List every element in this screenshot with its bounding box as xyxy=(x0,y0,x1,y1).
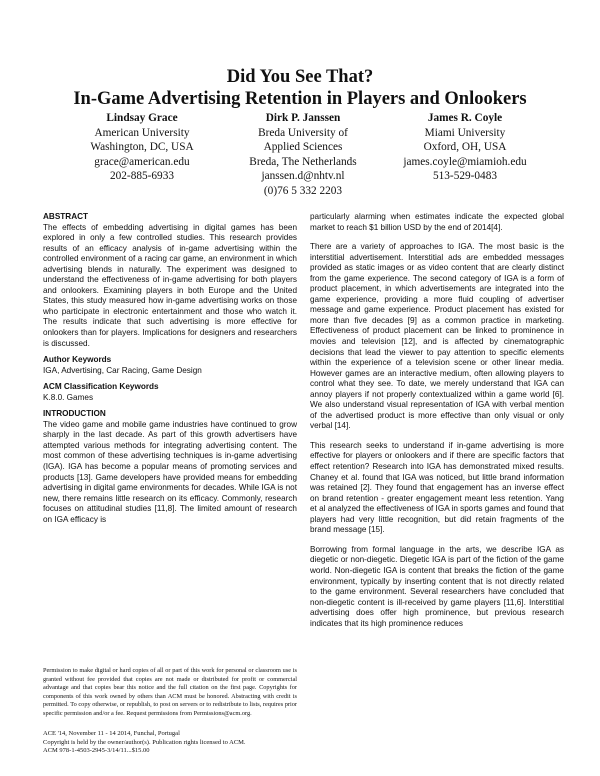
abstract-text: The effects of embedding advertising in digital games has been explored in only a few controlled studies. This research provides results of an efficacy analysis of in-game advertising within the controlled environment of a racing car game, an environment in which advertising blends in naturally. The experiment was designed to understand the effectiveness of in-game advertising for both players and onlookers. Examining players in both Europe and the United States, this study measured how in-game advertising works on those who participate in electronic entertainment and those who watch it. The results indicate that such advertising is more effective for onlookers than for players. Implications for designers and researchers is discussed. xyxy=(43,222,297,348)
author-affiliation: American University xyxy=(94,126,190,139)
paper-subtitle: In-Game Advertising Retention in Players and Onlookers xyxy=(73,89,527,109)
copyright-line: Copyright is held by the owner/author(s). Publication rights licensed to ACM. xyxy=(43,738,246,746)
author-location: Oxford, OH, USA xyxy=(423,141,507,154)
author-phone: (0)76 5 332 2203 xyxy=(263,184,343,197)
conference-info xyxy=(43,730,297,756)
right-column xyxy=(310,212,564,629)
author-block-coyle xyxy=(390,111,540,184)
author-block-janssen xyxy=(233,111,373,199)
author-location: Breda, The Netherlands xyxy=(249,155,357,168)
introduction-text: The video game and mobile game industries have continued to grow sharply in the last decade. As part of this growth advertisers have attempted various methods for integrating advertising content. The most common of these advertising techniques is in-game advertising (IGA). IGA has become a popular means of promoting services and products [13]. Game developers have provided means for embedding advertising in digital game environments for decades. While IGA is not new, there remains little research on its efficacy. Commonly, research focuses on attitudinal studies [11,8]. The limited amount of research on IGA efficacy is xyxy=(43,419,297,524)
keywords-text: IGA, Advertising, Car Racing, Game Design xyxy=(43,365,202,375)
author-affiliation: Breda University of xyxy=(258,126,348,139)
author-affiliation: Miami University xyxy=(424,126,506,139)
author-name: James R. Coyle xyxy=(427,112,503,124)
introduction-heading: INTRODUCTION xyxy=(43,409,106,419)
body-paragraph: There are a variety of approaches to IGA. The most basic is the interstitial advertisement. Interstitial ads are embedded messages provided as static images or as video content that are clearly distinct from the game experience. The second category of IGA is a form of product placement, in which advertisements are integrated into the game experience, providing a more fluid coupling of advertiser message and game experience. Product placement has existed for more than five decades [9] as a common practice in marketing. Effectiveness of product placement can be linked to prominence in movies and television [12], and is affected by cinematographic decisions that lead the viewer to pay attention to specific elements within the experience of a television scene or other linear media. However games are an interactive medium, often allowing players to control what they see. To date, we merely understand that IGA can annoy players if not properly contextualized within a game world [6]. We also understand visual representation of IGA with verbal mention of the advertised product is more effective than only visual or only verbal [14]. xyxy=(310,242,564,431)
conference-line: ACE '14, November 11 - 14 2014, Funchal, Portugal xyxy=(43,730,180,737)
author-email: grace@american.edu xyxy=(94,155,190,168)
body-paragraph: particularly alarming when estimates indicate the expected global market to reach $1 billion USD by the end of 2014[4]. xyxy=(310,212,564,232)
acm-text: K.8.0. Games xyxy=(43,392,94,402)
keywords-heading: Author Keywords xyxy=(43,355,112,365)
left-column xyxy=(43,212,297,525)
acm-heading: ACM Classification Keywords xyxy=(43,382,159,392)
abstract-heading: ABSTRACT xyxy=(43,212,89,221)
author-phone: 202-885-6933 xyxy=(109,170,174,183)
paper-title: Did You See That? xyxy=(226,67,374,87)
author-affiliation-cont: Applied Sciences xyxy=(263,141,343,154)
body-paragraph: This research seeks to understand if in-game advertising is more effective for players or onlookers and if there are specific factors that effect retention? Research into IGA has demonstrated mixed results. Chaney et al. found that IGA was noticed, but little brand information was retained [2]. They found that engagement has an inverse effect on brand retention - greater engagement meant less retention. Yang et al analyzed the effectiveness of IGA in sports games and found that players had very little recognition, but did retain fragments of the brand message [15]. xyxy=(310,440,564,535)
author-email: janssen.d@nhtv.nl xyxy=(261,170,345,183)
permission-notice: Permission to make digital or hard copies of all or part of this work for personal or classroom use is granted without fee provided that copies are not made or distributed for profit or commercial advantage and that copies bear this notice and the full citation on the first page. Copyrights for components of this work owned by others than ACM must be honored. Abstracting with credit is permitted. To copy otherwise, or republish, to post on servers or to redistribute to lists, requires prior specific permission and/or a fee. Request permissions from Permissions@acm.org. xyxy=(43,667,297,717)
author-location: Washington, DC, USA xyxy=(90,141,194,154)
author-email: james.coyle@miamioh.edu xyxy=(403,155,527,168)
author-name: Dirk P. Janssen xyxy=(265,112,341,124)
author-phone: 513-529-0483 xyxy=(432,170,497,183)
body-paragraph: Borrowing from formal language in the arts, we describe IGA as diegetic or non-diegetic. Diegetic IGA is part of the fiction of the game world. Non-diegetic IGA is content that breaks the fiction of the game environment, typically by inserting content that is not directly related to the game environment. Several researchers have concluded that non-diegetic content is ill-received by game players [11,6]. Interstitial advertising does offer high prominence, but previous research indicates that its high prominence reduces xyxy=(310,544,564,628)
author-name: Lindsay Grace xyxy=(106,112,178,124)
author-block-grace xyxy=(72,111,212,184)
isbn-line: ACM 978-1-4503-2945-3/14/11...$15.00 xyxy=(43,747,150,755)
